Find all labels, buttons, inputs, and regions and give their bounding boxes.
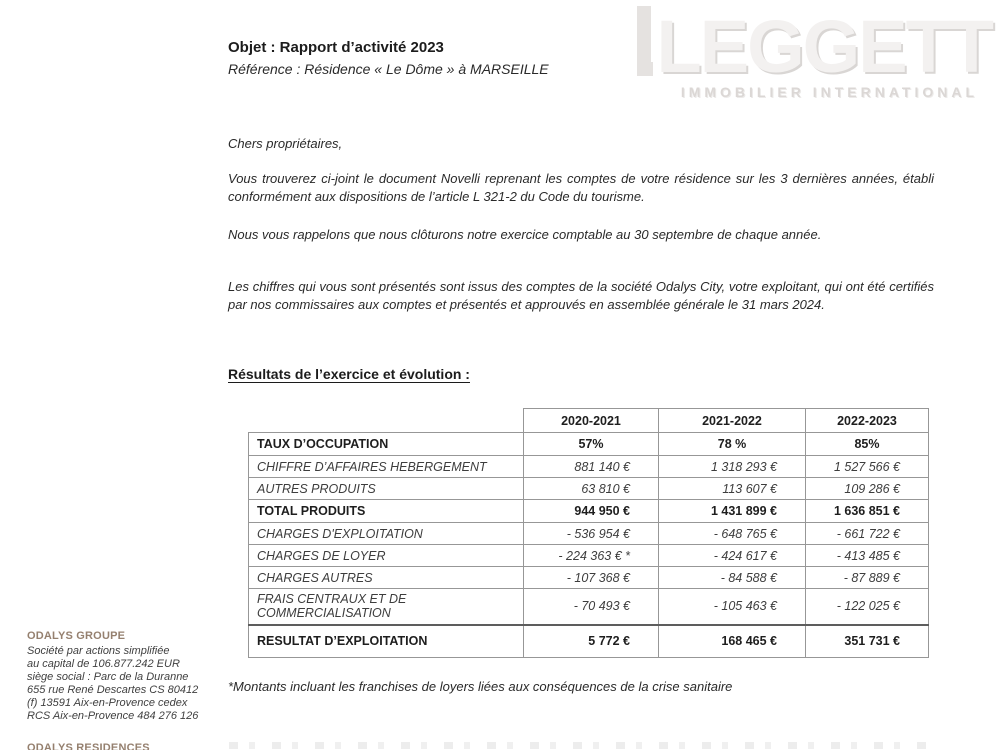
footer-company-block — [27, 630, 232, 723]
footer-line: RCS Aix-en-Provence 484 276 126 — [27, 710, 199, 722]
footer-line: (f) 13591 Aix-en-Provence cedex — [27, 697, 188, 709]
salutation: Chers propriétaires, — [228, 136, 343, 151]
row-value: 944 950 € — [524, 500, 659, 523]
section-heading: Résultats de l’exercice et évolution : — [228, 366, 470, 382]
footer-company-name: ODALYS GROUPE — [27, 630, 126, 642]
row-value: 1 636 851 € — [806, 500, 929, 523]
paragraph: Vous trouverez ci-joint le document Novelli reprenant les comptes de votre résidence sur les 3 dernières années, établi conformément aux dispositions de l’article L 321-2 du Code du tourisme. — [228, 171, 934, 204]
row-value: 63 810 € — [524, 478, 659, 500]
footer-company2-name: ODALYS RESIDENCES — [27, 742, 150, 750]
footer-line: siège social : Parc de la Duranne — [27, 671, 189, 683]
table-row — [249, 625, 929, 658]
logo-tagline: IMMOBILIER INTERNATIONAL — [680, 84, 978, 100]
table-row — [249, 589, 929, 625]
paragraph: Les chiffres qui vous sont présentés sont issus des comptes de la société Odalys City, votre exploitant, qui ont été certifiés par nos commissaires aux comptes et présentés et approuvés en assemblée générale le 31 mars 2024. — [228, 279, 934, 312]
row-value: 351 731 € — [806, 625, 929, 658]
row-value: - 105 463 € — [659, 589, 806, 625]
row-value: 113 607 € — [659, 478, 806, 500]
row-value: - 536 954 € — [524, 523, 659, 545]
row-value: 881 140 € — [524, 456, 659, 478]
row-label: CHARGES DE LOYER — [249, 545, 524, 567]
table-row — [249, 456, 929, 478]
paragraph: Nous vous rappelons que nous clôturons notre exercice comptable au 30 septembre de chaque année. — [228, 227, 822, 242]
row-value: - 84 588 € — [659, 567, 806, 589]
row-value: 57% — [524, 433, 659, 456]
row-label: TOTAL PRODUITS — [249, 500, 524, 523]
row-value: - 661 722 € — [806, 523, 929, 545]
logo-wordmark: LEGGETT — [656, 4, 992, 88]
table-row — [249, 500, 929, 523]
table-row — [249, 545, 929, 567]
footer-line: au capital de 106.877.242 EUR — [27, 658, 180, 670]
table-footnote: *Montants incluant les franchises de loyers liées aux conséquences de la crise sanitaire — [228, 679, 733, 694]
row-value: 1 318 293 € — [659, 456, 806, 478]
table-header-row — [249, 409, 929, 433]
row-value: 1 527 566 € — [806, 456, 929, 478]
row-value: - 648 765 € — [659, 523, 806, 545]
row-value: 85% — [806, 433, 929, 456]
row-value: - 107 368 € — [524, 567, 659, 589]
table-row — [249, 567, 929, 589]
cutoff-text-line — [229, 742, 931, 749]
row-value: - 413 485 € — [806, 545, 929, 567]
header-year: 2020-2021 — [524, 409, 659, 433]
table-row — [249, 433, 929, 456]
row-value: 109 286 € — [806, 478, 929, 500]
row-value: - 70 493 € — [524, 589, 659, 625]
row-label: TAUX D’OCCUPATION — [249, 433, 524, 456]
row-label: CHIFFRE D’AFFAIRES HEBERGEMENT — [249, 456, 524, 478]
row-value: 5 772 € — [524, 625, 659, 658]
letter-subject: Objet : Rapport d’activité 2023 — [228, 39, 444, 56]
row-label: FRAIS CENTRAUX ET DE COMMERCIALISATION — [249, 589, 524, 625]
letter-reference: Référence : Résidence « Le Dôme » à MARSEILLE — [228, 61, 549, 77]
row-label: RESULTAT D’EXPLOITATION — [249, 625, 524, 658]
table-row — [249, 478, 929, 500]
row-value: 78 % — [659, 433, 806, 456]
header-year: 2021-2022 — [659, 409, 806, 433]
footer-line: Société par actions simplifiée — [27, 645, 170, 657]
table-row — [249, 523, 929, 545]
row-value: - 424 617 € — [659, 545, 806, 567]
row-value: 1 431 899 € — [659, 500, 806, 523]
row-label: AUTRES PRODUITS — [249, 478, 524, 500]
header-year: 2022-2023 — [806, 409, 929, 433]
header-empty-cell — [249, 409, 524, 433]
row-label: CHARGES AUTRES — [249, 567, 524, 589]
row-value: - 87 889 € — [806, 567, 929, 589]
row-value: - 224 363 € * — [524, 545, 659, 567]
footer-line: 655 rue René Descartes CS 80412 — [27, 684, 199, 696]
row-label: CHARGES D'EXPLOITATION — [249, 523, 524, 545]
row-value: 168 465 € — [659, 625, 806, 658]
results-table — [248, 408, 929, 658]
row-value: - 122 025 € — [806, 589, 929, 625]
